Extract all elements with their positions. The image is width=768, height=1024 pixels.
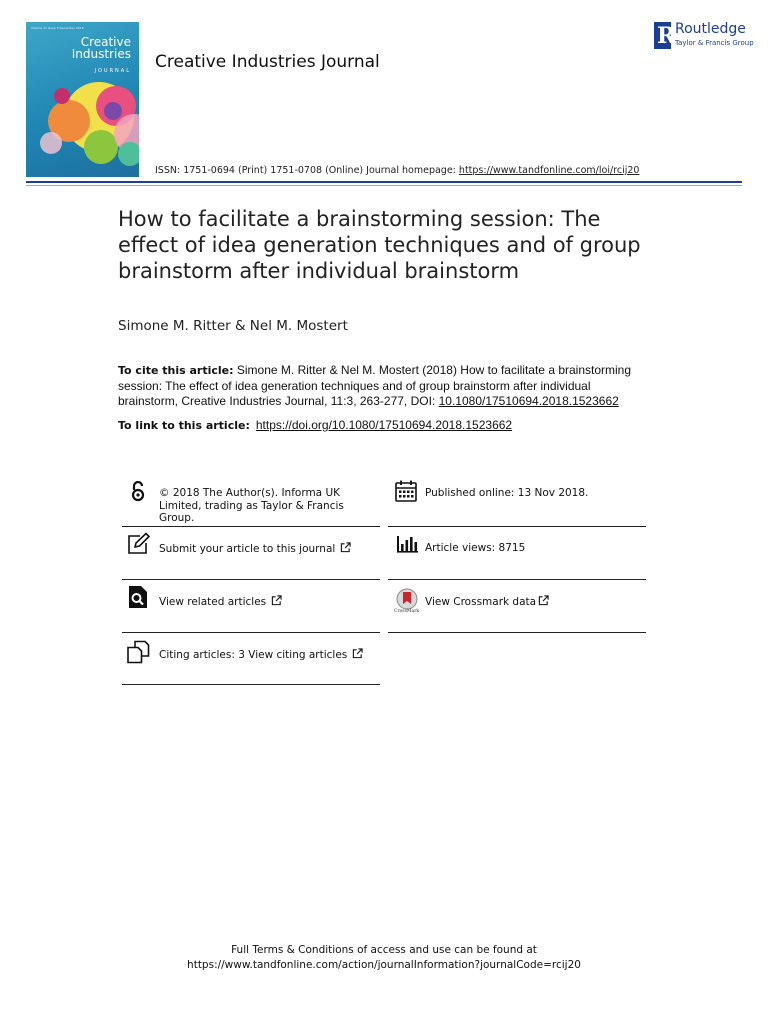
cover-title <box>26 36 131 60</box>
submit-link[interactable] <box>159 542 351 556</box>
license-text: © 2018 The Author(s). Informa UK Limited, trading as Taylor & Francis Group. <box>159 487 344 524</box>
cover-title-line2: Industries <box>71 47 131 61</box>
article-link-line <box>118 418 512 432</box>
submit-cell[interactable] <box>122 526 380 580</box>
related-link[interactable] <box>159 595 282 609</box>
terms-footer <box>0 943 768 973</box>
related-search-icon <box>126 585 150 609</box>
external-link-icon <box>352 648 363 659</box>
external-link-icon <box>340 542 351 553</box>
journal-name: Creative Industries Journal <box>155 52 380 72</box>
citing-link[interactable] <box>159 648 363 662</box>
submit-text: Submit your article to this journal <box>159 543 336 555</box>
cite-text: Simone M. Ritter & Nel M. Mostert (2018) How to facilitate a brainstorming session: The effect of idea generation techniques and of group brainstorm after individual brainstorm, Creative Industries Journal, 11:3, 263-277, DOI: <box>118 363 632 408</box>
article-authors: Simone M. Ritter & Nel M. Mostert <box>118 318 348 334</box>
cover-circle <box>104 102 122 120</box>
related-text: View related articles <box>159 596 267 608</box>
crossmark-caption: CrossMark <box>394 609 420 614</box>
link-label: To link to this article: <box>118 419 250 432</box>
footer-line1: Full Terms & Conditions of access and use can be found at <box>231 944 537 956</box>
citing-articles-icon <box>126 640 150 664</box>
routledge-mark-icon <box>654 22 676 49</box>
cover-title-line1: Creative <box>80 35 131 49</box>
logo-letter: R <box>657 23 676 49</box>
crossmark-link[interactable] <box>425 595 549 609</box>
cover-circle <box>118 142 139 166</box>
edit-icon <box>126 532 150 556</box>
cover-circle <box>40 132 62 154</box>
related-cell[interactable] <box>122 579 380 633</box>
journal-cover-image <box>26 22 139 177</box>
cite-label: To cite this article: <box>118 364 234 377</box>
header-divider <box>26 181 742 183</box>
crossmark-text: View Crossmark data <box>425 596 537 608</box>
journal-homepage-link[interactable]: https://www.tandfonline.com/loi/rcij20 <box>458 165 640 176</box>
crossmark-cell[interactable] <box>388 579 646 633</box>
cover-top-text: Volume 11 Issue 3 December 2018 <box>31 26 84 30</box>
article-doi-link[interactable]: https://doi.org/10.1080/17510694.2018.1523662 <box>255 418 513 432</box>
citation-block <box>118 363 638 410</box>
issn-line <box>155 165 639 176</box>
citing-cell[interactable] <box>122 632 380 685</box>
citing-text: Citing articles: 3 View citing articles <box>159 649 348 661</box>
article-title: How to facilitate a brainstorming session: The effect of idea generation techniques and of group brainstorm after individual brainstorm <box>118 207 641 283</box>
cover-journal-word: JOURNAL <box>94 68 131 74</box>
views-cell <box>388 526 646 580</box>
publisher-subtitle: Taylor & Francis Group <box>675 39 754 47</box>
external-link-icon <box>271 595 282 606</box>
issn-text: ISSN: 1751-0694 (Print) 1751-0708 (Online) Journal homepage: <box>155 165 459 176</box>
views-text: Article views: 8715 <box>425 542 526 554</box>
license-cell <box>122 473 380 527</box>
header-divider-thin <box>26 185 742 186</box>
bar-chart-icon <box>395 532 419 556</box>
calendar-icon <box>394 479 418 503</box>
external-link-icon <box>538 595 549 606</box>
footer-terms-link[interactable]: https://www.tandfonline.com/action/journalInformation?journalCode=rcij20 <box>187 959 581 971</box>
cover-circle <box>54 88 70 104</box>
cover-circle <box>84 130 118 164</box>
cite-doi-link[interactable]: 10.1080/17510694.2018.1523662 <box>438 394 619 408</box>
published-text: Published online: 13 Nov 2018. <box>425 487 589 499</box>
publisher-name: Routledge <box>675 21 746 37</box>
open-access-icon <box>126 479 150 503</box>
published-cell <box>388 473 646 527</box>
routledge-logo[interactable] <box>654 21 754 51</box>
